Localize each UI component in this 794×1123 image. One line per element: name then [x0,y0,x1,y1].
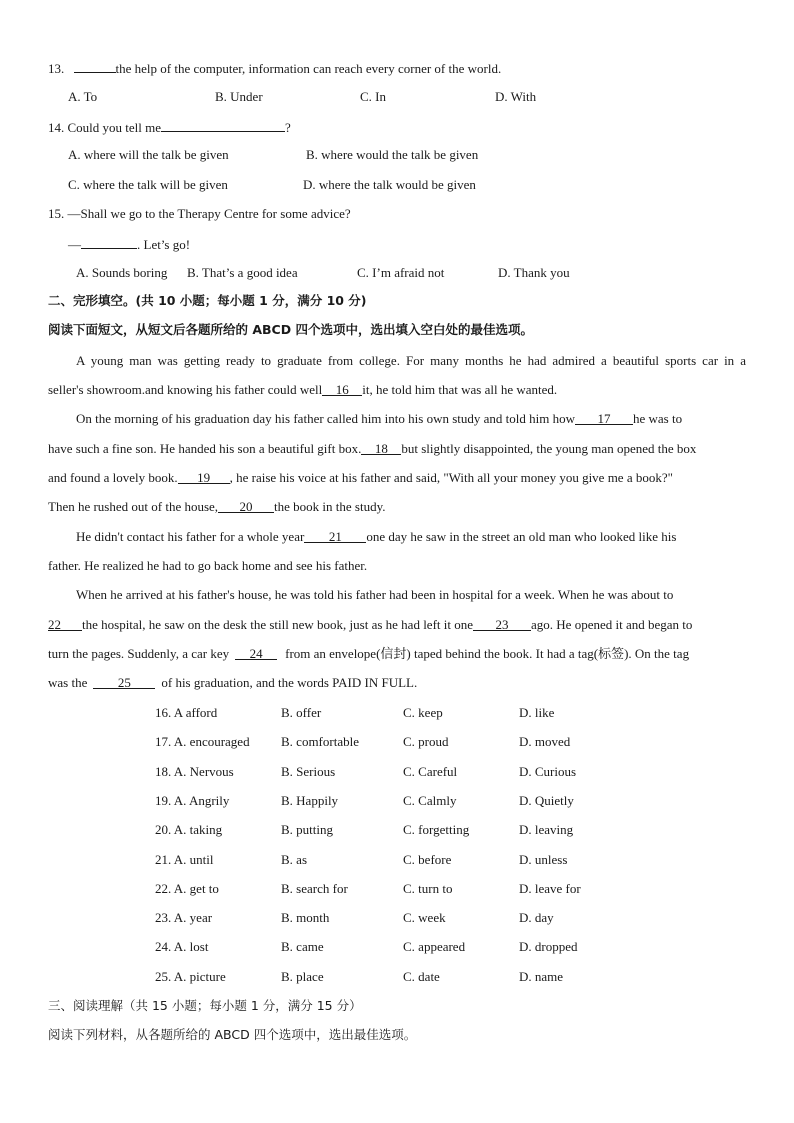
choice-row-option-a: 22. A. get to [155,881,219,896]
passage-line [48,382,557,398]
blank-19: 19 [178,470,230,484]
option-a: A. Sounds boring [76,265,168,280]
choice-option-d: D. leaving [519,822,574,837]
choice-option-c: C. forgetting [403,822,470,837]
question-stem-end: ? [285,120,291,135]
passage-line [76,529,676,545]
passage-text: he was to [632,411,683,426]
passage-text: of his graduation, and the words PAID IN FULL. [161,675,418,690]
choice-option-b: B. offer [281,705,322,720]
choice-option-b: B. Serious [281,764,336,779]
blank-17: 17 [575,411,633,425]
option-d: D. where the talk would be given [303,177,476,192]
choice-option-b: B. search for [281,881,348,896]
question-stem: the help of the computer, information can reach every corner of the world. [115,61,502,76]
question-number: 13. [48,61,65,76]
passage-text: He didn't contact his father for a whole year [76,529,305,544]
choice-row-option-a: 19. A. Angrily [155,793,230,808]
choice-row-option-a: 17. A. encouraged [155,734,250,749]
choice-row-option-a: 23. A. year [155,910,213,925]
choice-option-c: C. before [403,852,452,867]
option-b: B. where would the talk be given [306,147,479,162]
choice-option-b: B. as [281,852,307,867]
passage-text: from an envelope(信封) taped behind the book. It had a tag(标签). On the tag [285,646,690,661]
passage-line: A young man was getting ready to graduate from college. For many months he had admired a beautiful sports car in a [76,353,746,368]
passage-line [48,646,689,662]
choice-option-c: C. Calmly [403,793,457,808]
passage-text: turn the pages. Suddenly, a car key [48,646,230,661]
blank-22: 22 [48,617,82,631]
passage-text: have such a fine son. He handed his son a beautiful gift box. [48,441,362,456]
option-c: C. I’m afraid not [357,265,445,280]
passage-line [48,499,386,515]
passage-text: , he raise his voice at his father and said, "With all your money you give me a book?" [229,470,673,485]
choice-option-d: D. dropped [519,939,578,954]
choice-option-d: D. day [519,910,554,925]
choice-option-c: C. appeared [403,939,466,954]
option-a: A. where will the talk be given [68,147,229,162]
passage-text: On the morning of his graduation day his father called him into his own study and told him how [76,411,575,426]
passage-text: but slightly disappointed, the young man opened the box [401,441,697,456]
passage-text: seller's showroom.and knowing his father could well [48,382,323,397]
choice-option-d: D. Curious [519,764,577,779]
answer-blank [161,118,285,132]
choice-option-b: B. comfortable [281,734,359,749]
choice-option-d: D. Quietly [519,793,574,808]
question-stem: 14. Could you tell me [48,120,162,135]
blank-16: 16 [322,382,362,396]
passage-text: and found a lovely book. [48,470,178,485]
choice-option-d: D. name [519,969,564,984]
choice-option-d: D. moved [519,734,571,749]
passage-text: ago. He opened it and began to [531,617,693,632]
choice-option-b: B. Happily [281,793,339,808]
question-13 [48,59,501,77]
section-heading: 二、完形填空。(共 10 小题；每小题 1 分，满分 10 分) [48,293,367,308]
section-instruction: 阅读下面短文，从短文后各题所给的 ABCD 四个选项中，选出填入空白处的最佳选项。 [48,322,533,337]
passage-line [76,411,746,427]
choice-option-c: C. proud [403,734,449,749]
option-b: B. Under [215,89,263,104]
blank-20: 20 [218,499,274,513]
choice-option-b: B. place [281,969,324,984]
choice-option-c: C. turn to [403,881,453,896]
question-15-reply [68,235,190,253]
choice-row-option-a: 24. A. lost [155,939,209,954]
passage-line [48,441,696,457]
answer-blank [81,235,137,249]
choice-option-d: D. unless [519,852,568,867]
passage-text: the hospital, he saw on the desk the still new book, just as he had left it one [82,617,474,632]
blank-24: 24 [235,646,277,660]
choice-row-option-a: 16. A afford [155,705,218,720]
section-heading: 三、阅读理解（共 15 小题；每小题 1 分，满分 15 分） [48,998,362,1013]
choice-option-c: C. Careful [403,764,458,779]
passage-line [48,470,673,486]
choice-row-option-a: 21. A. until [155,852,214,867]
option-c: C. where the talk will be given [68,177,228,192]
choice-option-c: C. week [403,910,446,925]
reply-dash: — [68,237,81,252]
choice-row-option-a: 25. A. picture [155,969,226,984]
question-15: 15. —Shall we go to the Therapy Centre for some advice? [48,206,351,221]
choice-option-d: D. leave for [519,881,581,896]
reply-text: . Let’s go! [137,237,191,252]
passage-text: was the [48,675,88,690]
choice-option-b: B. month [281,910,330,925]
passage-line: father. He realized he had to go back home and see his father. [48,558,368,573]
choice-option-b: B. putting [281,822,334,837]
passage-text: it, he told him that was all he wanted. [362,382,558,397]
choice-option-c: C. date [403,969,440,984]
choice-row-option-a: 18. A. Nervous [155,764,234,779]
blank-18: 18 [361,441,401,455]
passage-text: Then he rushed out of the house, [48,499,219,514]
passage-text: one day he saw in the street an old man who looked like his [366,529,677,544]
option-b: B. That’s a good idea [187,265,298,280]
choice-option-b: B. came [281,939,324,954]
blank-21: 21 [304,529,366,543]
passage-text: the book in the study. [274,499,386,514]
blank-25: 25 [93,675,155,689]
blank-23: 23 [473,617,531,631]
passage-line [48,617,692,633]
section-instruction: 阅读下列材料，从各题所给的 ABCD 四个选项中，选出最佳选项。 [48,1027,417,1042]
option-a: A. To [68,89,98,104]
passage-line: When he arrived at his father's house, he was told his father had been in hospital for a week. When he was about to [76,587,674,602]
answer-blank [74,59,116,73]
option-c: C. In [360,89,386,104]
choice-option-c: C. keep [403,705,443,720]
option-d: D. Thank you [498,265,570,280]
option-d: D. With [495,89,537,104]
choice-option-d: D. like [519,705,555,720]
question-14 [48,118,291,136]
passage-line [48,675,417,691]
choice-row-option-a: 20. A. taking [155,822,223,837]
